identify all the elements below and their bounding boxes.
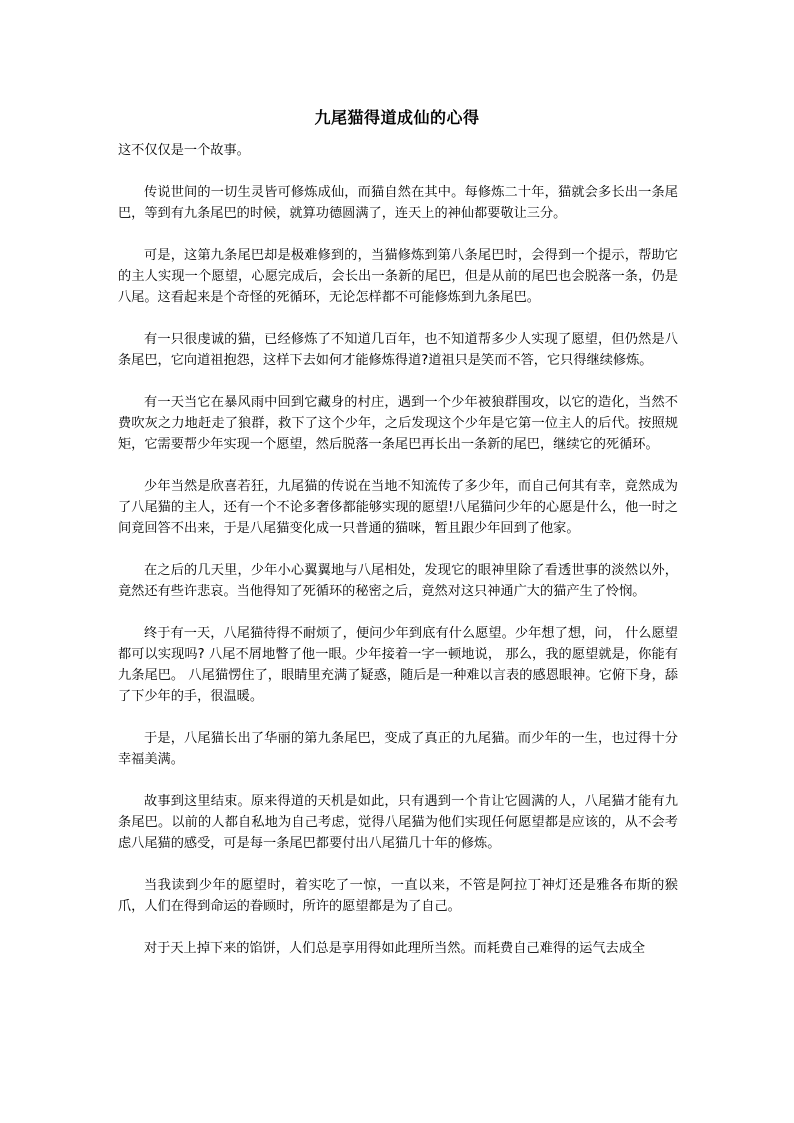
paragraph: 这不仅仅是一个故事。 [118,143,250,158]
paragraph: 故事到这里结束。原来得道的天机是如此，只有遇到一个肯让它圆满的人，八尾猫才能有九条尾巴。以前的人都自私地为自己考虑，觉得八尾猫为他们实现任何愿望都是应该的，从不会考虑八尾猫的感受，可是每一条尾巴都要付出八尾猫几十年的修炼。 [118,794,678,851]
paragraph: 在之后的几天里，少年小心翼翼地与八尾相处，发现它的眼神里除了看透世事的淡然以外，竟然还有些许悲哀。当他得知了死循环的秘密之后，竟然对这只神通广大的猫产生了怜悯。 [118,563,678,599]
document-title: 九尾猫得道成仙的心得 [314,108,480,127]
paragraph: 有一天当它在暴风雨中回到它藏身的村庄，遇到一个少年被狼群围攻，以它的造化，当然不费吹灰之力地赶走了狼群，救下了这个少年，之后发现这个少年是它第一位主人的后代。按照规矩，它需要帮少年实现一个愿望，然后脱落一条尾巴再长出一条新的尾巴，继续它的死循环。 [118,395,678,452]
paragraph: 当我读到少年的愿望时，着实吃了一惊，一直以来，不管是阿拉丁神灯还是雅各布斯的猴爪，人们在得到命运的眷顾时，所许的愿望都是为了自己。 [118,878,678,914]
paragraph: 终于有一天，八尾猫待得不耐烦了，便问少年到底有什么愿望。少年想了想，问， 什么愿望都可以实现吗? 八尾不屑地瞥了他一眼。少年接着一字一顿地说， 那么，我的愿望就是，你能有九条尾巴。 八尾猫愣住了，眼睛里充满了疑惑，随后是一种难以言表的感恩眼神。它俯下身，舔了下少年的手，很温暖。 [118,626,678,704]
paragraph: 有一只很虔诚的猫，已经修炼了不知道几百年，也不知道帮多少人实现了愿望，但仍然是八条尾巴，它向道祖抱怨，这样下去如何才能修炼得道?道祖只是笑而不答，它只得继续修炼。 [118,332,678,368]
paragraph: 少年当然是欣喜若狂，九尾猫的传说在当地不知流传了多少年，而自己何其有幸，竟然成为了八尾猫的主人，还有一个不论多奢侈都能够实现的愿望!八尾猫问少年的心愿是什么，他一时之间竟回答不出来，于是八尾猫变化成一只普通的猫咪，暂且跟少年回到了他家。 [118,479,678,536]
document-body [118,140,678,959]
paragraph: 传说世间的一切生灵皆可修炼成仙，而猫自然在其中。每修炼二十年，猫就会多长出一条尾巴，等到有九条尾巴的时候，就算功德圆满了，连天上的神仙都要敬让三分。 [118,185,678,221]
paragraph: 对于天上掉下来的馅饼，人们总是享用得如此理所当然。而耗费自己难得的运气去成全 [144,941,646,956]
paragraph: 于是，八尾猫长出了华丽的第九条尾巴，变成了真正的九尾猫。而少年的一生，也过得十分幸福美满。 [118,731,678,767]
paragraph: 可是，这第九条尾巴却是极难修到的，当猫修炼到第八条尾巴时，会得到一个提示，帮助它的主人实现一个愿望，心愿完成后，会长出一条新的尾巴，但是从前的尾巴也会脱落一条，仍是八尾。这看起来是个奇怪的死循环，无论怎样都不可能修炼到九条尾巴。 [118,248,678,305]
